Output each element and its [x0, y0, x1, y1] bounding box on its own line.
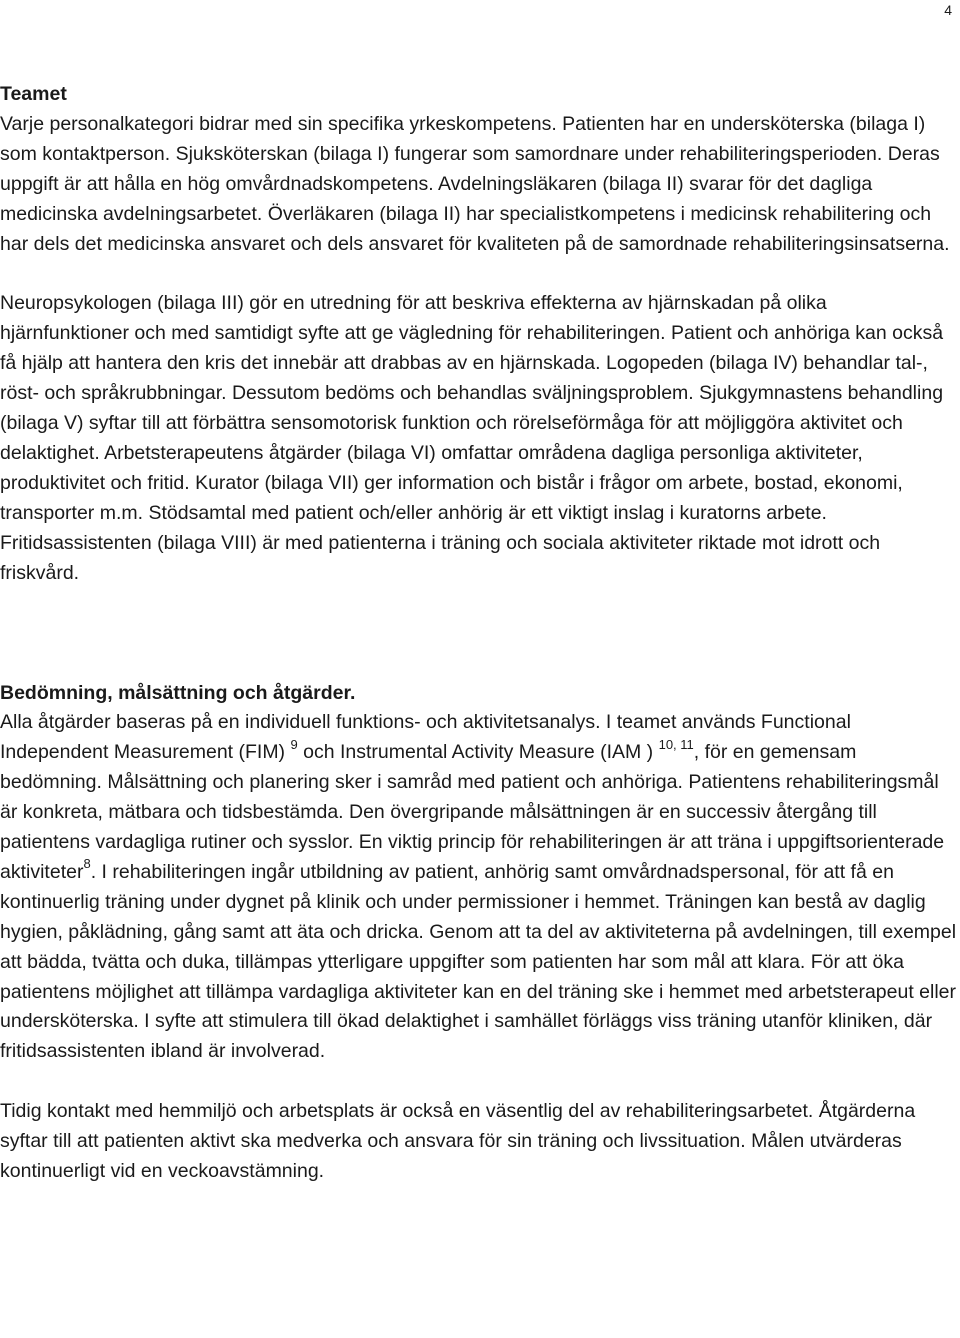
- assessment-heading: Bedömning, målsättning och åtgärder.: [0, 681, 356, 704]
- reference-superscript: 10, 11: [658, 736, 694, 752]
- assessment-paragraph-1: [0, 708, 958, 1067]
- team-paragraph-1: Varje personalkategori bidrar med sin specifika yrkeskompetens. Patienten har en undersköterska (bilaga I) som kontaktperson. Sjuksköterskan (bilaga I) fungerar som samordnare under rehabiliteringsperioden. Deras uppgift är att hålla en hög omvårdnadskompetens. Avdelningsläkaren (bilaga II) svarar för det dagliga medicinska avdelningsarbetet. Överläkaren (bilaga II) har specialistkompetens i medicinsk rehabilitering och har dels det medicinska ansvaret och dels ansvaret för kvaliteten på de samordnade rehabiliteringsinsatserna.: [0, 112, 950, 255]
- assessment-text-3: , för en gemensam bedömning. Målsättning och planering sker i samråd med patient och anhöriga. Patientens rehabiliteringsmål är konkreta, mätbara och tidsbestämda. Den övergripande målsättningen är en successiv återgång till patientens vardagliga rutiner och sysslor. En viktig princip för rehabiliteringen är att träna i uppgiftsorienterade aktiviteter: [0, 741, 945, 883]
- team-paragraph-2: Neuropsykologen (bilaga III) gör en utredning för att beskriva effekterna av hjärnskadan på olika hjärnfunktioner och med samtidigt syfte att ge vägledning för rehabiliteringen. Patient och anhöriga kan också få hjälp att hantera den kris det innebär att drabbas av en hjärnskada. Logopeden (bilaga IV) behandlar tal-, röst- och språkrubbningar. Dessutom bedöms och behandlas sväljningsproblem. Sjukgymnastens behandling (bilaga V) syftar till att förbättra sensomotorisk funktion och rörelseförmåga för att möjliggöra aktivitet och delaktighet. Arbetsterapeutens åtgärder (bilaga VI) omfattar områdena dagliga personliga aktiviteter, produktivitet och fritid. Kurator (bilaga VII) ger information och bistår i frågor om arbete, bostad, ekonomi, transporter m.m. Stödsamtal med patient och/eller anhörig är ett viktigt inslag i kuratorns arbete. Fritidsassistenten (bilaga VIII) är med patienterna i träning och sociala aktiviteter riktade mot idrott och friskvård.: [0, 292, 944, 584]
- assessment-text-2: och Instrumental Activity Measure (IAM ): [297, 741, 659, 764]
- assessment-paragraph-2: Tidig kontakt med hemmiljö och arbetsplats är också en väsentlig del av rehabiliteringsarbetet. Åtgärderna syftar till att patienten aktivt ska medverka och ansvara för sin träning och livssituation. Målen utvärderas kontinuerligt vid en veckoavstämning.: [0, 1100, 916, 1183]
- paragraph-spacer: [0, 259, 958, 289]
- section-spacer: [0, 589, 958, 679]
- reference-superscript: 9: [290, 736, 298, 752]
- assessment-text-4: . I rehabiliteringen ingår utbildning av patient, anhörig samt omvårdnadspersonal, för att få en kontinuerlig träning under dygnet på klinik och under permissioner i hemmet. Träningen kan bestå av daglig hygien, påklädning, gång samt att äta och dricka. Genom att ta del av aktiviteterna på avdelningen, till exempel att bädda, tvätta och duka, tillämpas ytterligare uppgifter som patienten har som mål att klara. För att öka patientens möjlighet att tillämpa vardagliga aktiviteter kan en del träning ske i hemmet med arbetsterapeut eller undersköterska. I syfte att stimulera till ökad delaktighet i samhället förläggs viss träning utanför kliniken, där fritidsassistenten ibland är involverad.: [0, 860, 957, 1063]
- assessment-text-1: Alla åtgärder baseras på en individuell funktions- och aktivitetsanalys. I teamet används Functional Independent Measurement (FIM): [0, 711, 851, 764]
- reference-superscript: 8: [83, 856, 91, 872]
- page-number: 4: [944, 2, 952, 18]
- paragraph-spacer: [0, 1067, 958, 1097]
- document-body: [0, 80, 958, 1187]
- team-heading: Teamet: [0, 83, 67, 105]
